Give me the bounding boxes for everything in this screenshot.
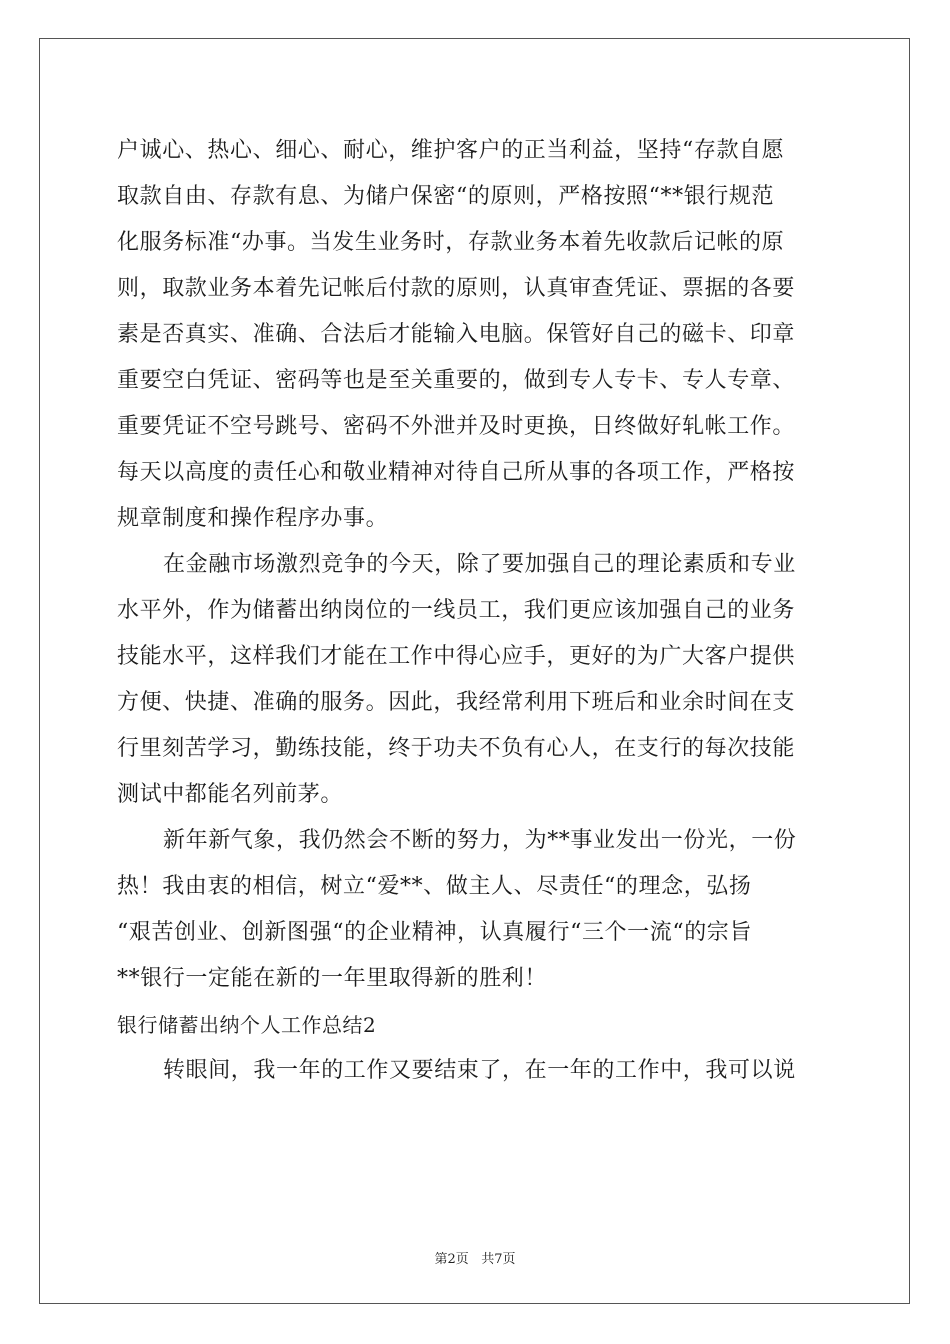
body-line: 素是否真实、准确、合法后才能输入电脑。保管好自己的磁卡、印章 (117, 322, 796, 347)
body-line: 取款自由、存款有息、为储户保密“的原则，严格按照“**银行规范 (117, 184, 775, 209)
body-line: 方便、快捷、准确的服务。因此，我经常利用下班后和业余时间在支 (117, 690, 796, 715)
body-line: 重要空白凭证、密码等也是至关重要的，做到专人专卡、专人专章、 (117, 368, 796, 393)
body-line: 测试中都能名列前茅。 (117, 782, 344, 807)
document-body (117, 128, 833, 1094)
body-line: 热！我由衷的相信，树立“爱**、做主人、尽责任“的理念，弘扬 (117, 874, 752, 899)
page-total: 共7页 (481, 1252, 516, 1267)
page-footer (0, 1248, 950, 1267)
body-line: 转眼间，我一年的工作又要结束了，在一年的工作中，我可以说 (163, 1058, 796, 1083)
paragraph-block (117, 128, 833, 1002)
body-line: 重要凭证不空号跳号、密码不外泄并及时更换，日终做好轧帐工作。 (117, 414, 796, 439)
body-line: 化服务标准“办事。当发生业务时，存款业务本着先收款后记帐的原 (117, 230, 785, 255)
section-heading: 银行储蓄出纳个人工作总结2 (117, 1013, 377, 1037)
body-line: 行里刻苦学习，勤练技能，终于功夫不负有心人，在支行的每次技能 (117, 736, 796, 761)
body-line: 则，取款业务本着先记帐后付款的原则，认真审查凭证、票据的各要 (117, 276, 796, 301)
body-line: 水平外，作为储蓄出纳岗位的一线员工，我们更应该加强自己的业务 (117, 598, 796, 623)
body-line: “艰苦创业、创新图强“的企业精神，认真履行“三个一流“的宗旨 (117, 920, 752, 945)
body-line: 每天以高度的责任心和敬业精神对待自己所从事的各项工作，严格按 (117, 460, 796, 485)
body-line: 新年新气象，我仍然会不断的努力，为**事业发出一份光，一份 (163, 828, 797, 853)
body-line: 在金融市场激烈竞争的今天，除了要加强自己的理论素质和专业 (163, 552, 796, 577)
page-number: 第2页 (434, 1252, 469, 1267)
body-line: 户诚心、热心、细心、耐心，维护客户的正当利益，坚持“存款自愿 (117, 138, 785, 163)
body-line: 技能水平，这样我们才能在工作中得心应手，更好的为广大客户提供 (117, 644, 796, 669)
body-line: 规章制度和操作程序办事。 (117, 506, 389, 531)
body-line: **银行一定能在新的一年里取得新的胜利！ (117, 966, 548, 991)
